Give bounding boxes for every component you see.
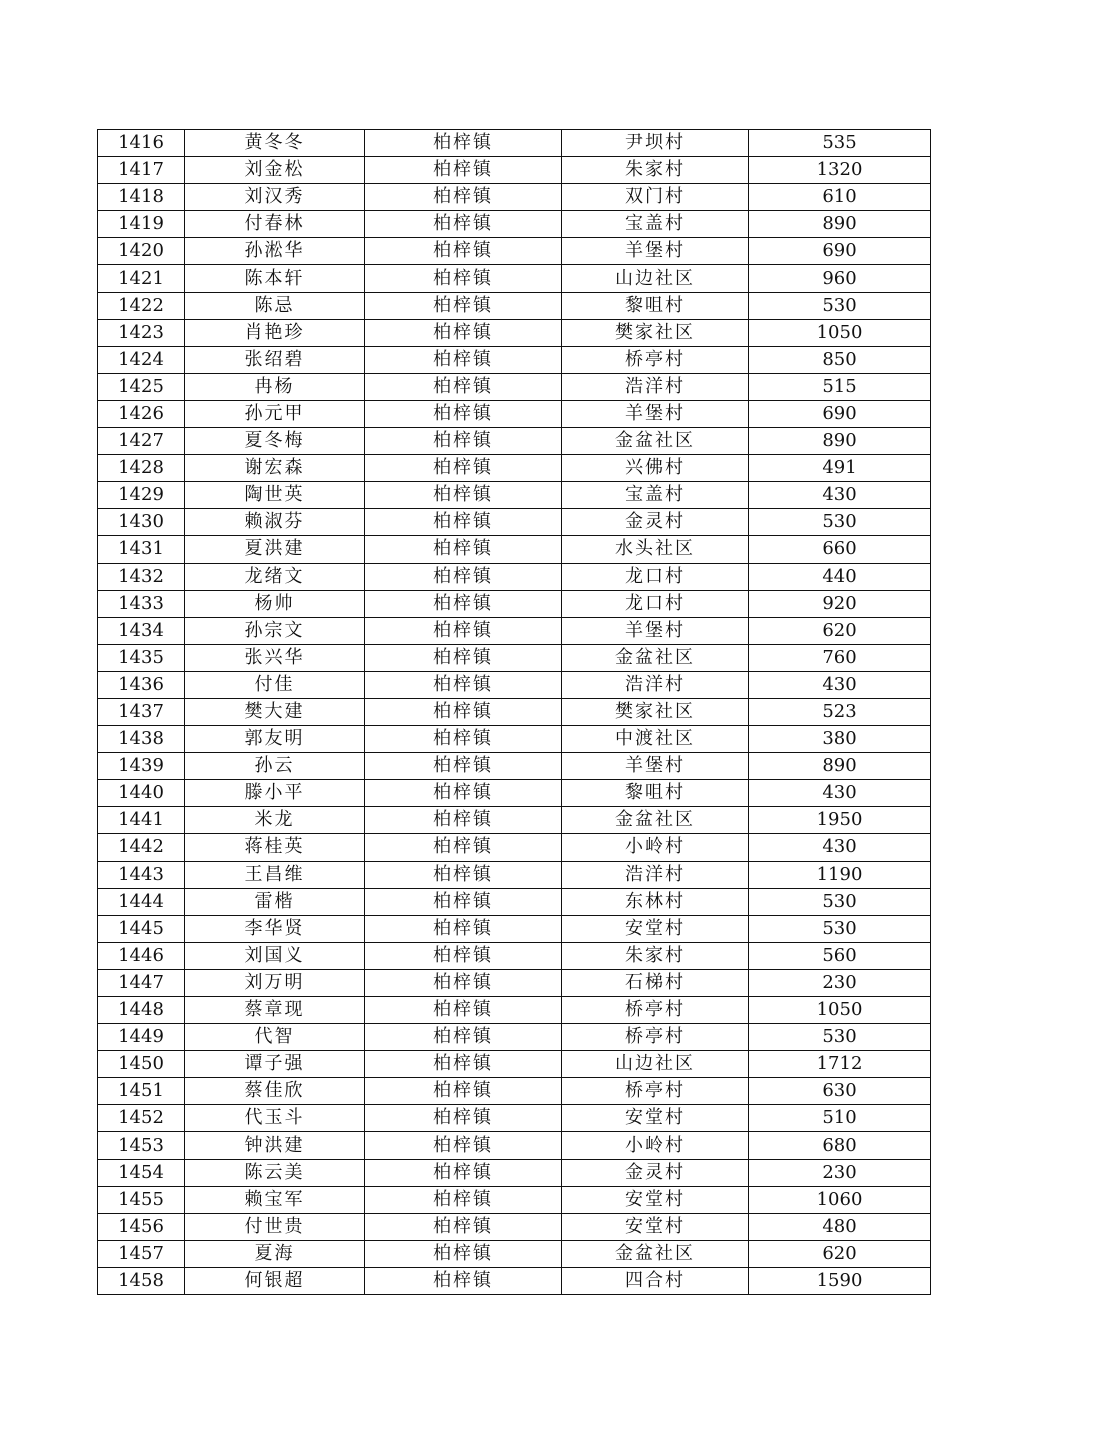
table-row — [98, 726, 931, 753]
cell-id: 1416 — [98, 130, 185, 157]
cell-amount: 480 — [749, 1213, 931, 1240]
cell-village: 朱家村 — [562, 942, 749, 969]
cell-town: 柏梓镇 — [365, 1213, 562, 1240]
cell-id: 1455 — [98, 1186, 185, 1213]
cell-name: 肖艳珍 — [185, 319, 365, 346]
cell-amount: 230 — [749, 969, 931, 996]
cell-amount: 620 — [749, 617, 931, 644]
roster-table — [97, 129, 931, 1295]
cell-town: 柏梓镇 — [365, 373, 562, 400]
cell-amount: 1712 — [749, 1051, 931, 1078]
cell-name: 张兴华 — [185, 644, 365, 671]
cell-id: 1444 — [98, 888, 185, 915]
table-row — [98, 861, 931, 888]
cell-amount: 530 — [749, 1024, 931, 1051]
table-row — [98, 157, 931, 184]
cell-name: 蔡章现 — [185, 997, 365, 1024]
cell-name: 樊大建 — [185, 698, 365, 725]
table-body — [98, 130, 931, 1295]
table-row — [98, 292, 931, 319]
table-row — [98, 563, 931, 590]
cell-village: 浩洋村 — [562, 671, 749, 698]
cell-name: 孙元甲 — [185, 400, 365, 427]
cell-village: 尹坝村 — [562, 130, 749, 157]
cell-town: 柏梓镇 — [365, 482, 562, 509]
cell-id: 1427 — [98, 428, 185, 455]
table-row — [98, 1051, 931, 1078]
cell-name: 夏海 — [185, 1240, 365, 1267]
cell-id: 1448 — [98, 997, 185, 1024]
cell-name: 何银超 — [185, 1267, 365, 1294]
cell-village: 金盆社区 — [562, 428, 749, 455]
cell-village: 桥亭村 — [562, 1078, 749, 1105]
cell-town: 柏梓镇 — [365, 1240, 562, 1267]
table-row — [98, 753, 931, 780]
table-row — [98, 671, 931, 698]
cell-village: 小岭村 — [562, 1132, 749, 1159]
cell-town: 柏梓镇 — [365, 1024, 562, 1051]
cell-amount: 510 — [749, 1105, 931, 1132]
cell-id: 1426 — [98, 400, 185, 427]
cell-town: 柏梓镇 — [365, 726, 562, 753]
cell-town: 柏梓镇 — [365, 617, 562, 644]
cell-town: 柏梓镇 — [365, 1267, 562, 1294]
cell-name: 杨帅 — [185, 590, 365, 617]
cell-town: 柏梓镇 — [365, 753, 562, 780]
cell-name: 陈云美 — [185, 1159, 365, 1186]
cell-village: 金盆社区 — [562, 1240, 749, 1267]
cell-id: 1435 — [98, 644, 185, 671]
table-row — [98, 1105, 931, 1132]
cell-village: 安堂村 — [562, 1186, 749, 1213]
cell-town: 柏梓镇 — [365, 942, 562, 969]
cell-amount: 850 — [749, 346, 931, 373]
cell-amount: 430 — [749, 671, 931, 698]
cell-id: 1419 — [98, 211, 185, 238]
cell-amount: 920 — [749, 590, 931, 617]
cell-name: 付春林 — [185, 211, 365, 238]
cell-village: 宝盖村 — [562, 482, 749, 509]
cell-amount: 430 — [749, 834, 931, 861]
cell-id: 1453 — [98, 1132, 185, 1159]
cell-name: 刘万明 — [185, 969, 365, 996]
cell-id: 1451 — [98, 1078, 185, 1105]
cell-town: 柏梓镇 — [365, 265, 562, 292]
cell-village: 石梯村 — [562, 969, 749, 996]
cell-town: 柏梓镇 — [365, 969, 562, 996]
cell-name: 赖淑芬 — [185, 509, 365, 536]
cell-name: 刘汉秀 — [185, 184, 365, 211]
cell-town: 柏梓镇 — [365, 915, 562, 942]
cell-amount: 1950 — [749, 807, 931, 834]
cell-id: 1422 — [98, 292, 185, 319]
cell-id: 1420 — [98, 238, 185, 265]
cell-town: 柏梓镇 — [365, 400, 562, 427]
cell-amount: 760 — [749, 644, 931, 671]
cell-town: 柏梓镇 — [365, 211, 562, 238]
cell-village: 羊堡村 — [562, 617, 749, 644]
cell-name: 谢宏森 — [185, 455, 365, 482]
cell-id: 1424 — [98, 346, 185, 373]
cell-village: 桥亭村 — [562, 1024, 749, 1051]
cell-town: 柏梓镇 — [365, 428, 562, 455]
cell-amount: 610 — [749, 184, 931, 211]
cell-village: 东林村 — [562, 888, 749, 915]
cell-town: 柏梓镇 — [365, 698, 562, 725]
table-row — [98, 698, 931, 725]
cell-amount: 690 — [749, 238, 931, 265]
cell-id: 1456 — [98, 1213, 185, 1240]
cell-id: 1431 — [98, 536, 185, 563]
cell-id: 1436 — [98, 671, 185, 698]
table-row — [98, 644, 931, 671]
cell-town: 柏梓镇 — [365, 1051, 562, 1078]
cell-amount: 660 — [749, 536, 931, 563]
cell-name: 刘金松 — [185, 157, 365, 184]
cell-amount: 890 — [749, 211, 931, 238]
cell-id: 1434 — [98, 617, 185, 644]
cell-name: 钟洪建 — [185, 1132, 365, 1159]
cell-town: 柏梓镇 — [365, 455, 562, 482]
cell-amount: 1060 — [749, 1186, 931, 1213]
cell-village: 金盆社区 — [562, 644, 749, 671]
table-row — [98, 590, 931, 617]
cell-id: 1429 — [98, 482, 185, 509]
cell-id: 1457 — [98, 1240, 185, 1267]
cell-town: 柏梓镇 — [365, 1186, 562, 1213]
cell-name: 张绍碧 — [185, 346, 365, 373]
cell-town: 柏梓镇 — [365, 780, 562, 807]
cell-amount: 230 — [749, 1159, 931, 1186]
cell-id: 1443 — [98, 861, 185, 888]
cell-town: 柏梓镇 — [365, 644, 562, 671]
cell-village: 桥亭村 — [562, 346, 749, 373]
cell-town: 柏梓镇 — [365, 861, 562, 888]
cell-name: 李华贤 — [185, 915, 365, 942]
cell-amount: 380 — [749, 726, 931, 753]
cell-village: 桥亭村 — [562, 997, 749, 1024]
cell-name: 刘国义 — [185, 942, 365, 969]
cell-id: 1454 — [98, 1159, 185, 1186]
cell-name: 夏冬梅 — [185, 428, 365, 455]
cell-village: 山边社区 — [562, 1051, 749, 1078]
cell-village: 朱家村 — [562, 157, 749, 184]
cell-name: 滕小平 — [185, 780, 365, 807]
cell-village: 小岭村 — [562, 834, 749, 861]
cell-town: 柏梓镇 — [365, 888, 562, 915]
cell-town: 柏梓镇 — [365, 157, 562, 184]
cell-name: 雷楷 — [185, 888, 365, 915]
cell-name: 代玉斗 — [185, 1105, 365, 1132]
cell-id: 1438 — [98, 726, 185, 753]
cell-village: 宝盖村 — [562, 211, 749, 238]
table-row — [98, 184, 931, 211]
cell-amount: 535 — [749, 130, 931, 157]
table-row — [98, 346, 931, 373]
cell-town: 柏梓镇 — [365, 1132, 562, 1159]
table-row — [98, 997, 931, 1024]
cell-id: 1432 — [98, 563, 185, 590]
cell-amount: 430 — [749, 482, 931, 509]
cell-village: 浩洋村 — [562, 861, 749, 888]
cell-id: 1440 — [98, 780, 185, 807]
cell-name: 蔡佳欣 — [185, 1078, 365, 1105]
cell-village: 金盆社区 — [562, 807, 749, 834]
cell-amount: 630 — [749, 1078, 931, 1105]
cell-name: 米龙 — [185, 807, 365, 834]
table-row — [98, 617, 931, 644]
cell-id: 1417 — [98, 157, 185, 184]
cell-amount: 530 — [749, 888, 931, 915]
cell-town: 柏梓镇 — [365, 184, 562, 211]
cell-amount: 1320 — [749, 157, 931, 184]
cell-name: 陈本轩 — [185, 265, 365, 292]
table-row — [98, 536, 931, 563]
cell-village: 龙口村 — [562, 590, 749, 617]
cell-village: 黎咀村 — [562, 780, 749, 807]
table-row — [98, 1186, 931, 1213]
cell-village: 樊家社区 — [562, 698, 749, 725]
cell-amount: 430 — [749, 780, 931, 807]
cell-amount: 890 — [749, 428, 931, 455]
table-row — [98, 1240, 931, 1267]
cell-village: 金灵村 — [562, 509, 749, 536]
cell-town: 柏梓镇 — [365, 238, 562, 265]
cell-name: 夏洪建 — [185, 536, 365, 563]
cell-id: 1437 — [98, 698, 185, 725]
cell-amount: 620 — [749, 1240, 931, 1267]
cell-village: 樊家社区 — [562, 319, 749, 346]
cell-amount: 890 — [749, 753, 931, 780]
cell-amount: 680 — [749, 1132, 931, 1159]
cell-amount: 530 — [749, 915, 931, 942]
table-row — [98, 1159, 931, 1186]
cell-name: 付佳 — [185, 671, 365, 698]
cell-name: 陶世英 — [185, 482, 365, 509]
cell-village: 安堂村 — [562, 1105, 749, 1132]
cell-amount: 530 — [749, 292, 931, 319]
table-row — [98, 265, 931, 292]
cell-village: 中渡社区 — [562, 726, 749, 753]
cell-name: 赖宝军 — [185, 1186, 365, 1213]
cell-village: 羊堡村 — [562, 400, 749, 427]
cell-amount: 1050 — [749, 997, 931, 1024]
table-row — [98, 455, 931, 482]
cell-name: 代智 — [185, 1024, 365, 1051]
cell-id: 1447 — [98, 969, 185, 996]
cell-town: 柏梓镇 — [365, 536, 562, 563]
cell-village: 双门村 — [562, 184, 749, 211]
table-row — [98, 1267, 931, 1294]
cell-village: 安堂村 — [562, 1213, 749, 1240]
cell-town: 柏梓镇 — [365, 509, 562, 536]
cell-amount: 515 — [749, 373, 931, 400]
table-row — [98, 888, 931, 915]
cell-village: 龙口村 — [562, 563, 749, 590]
cell-village: 金灵村 — [562, 1159, 749, 1186]
table-row — [98, 130, 931, 157]
table-row — [98, 1024, 931, 1051]
cell-town: 柏梓镇 — [365, 292, 562, 319]
cell-village: 羊堡村 — [562, 753, 749, 780]
table-row — [98, 1132, 931, 1159]
cell-name: 孙淞华 — [185, 238, 365, 265]
cell-village: 安堂村 — [562, 915, 749, 942]
cell-town: 柏梓镇 — [365, 346, 562, 373]
cell-name: 龙绪文 — [185, 563, 365, 590]
cell-id: 1441 — [98, 807, 185, 834]
cell-id: 1450 — [98, 1051, 185, 1078]
table-row — [98, 400, 931, 427]
table-row — [98, 969, 931, 996]
cell-amount: 523 — [749, 698, 931, 725]
cell-id: 1433 — [98, 590, 185, 617]
cell-village: 羊堡村 — [562, 238, 749, 265]
cell-amount: 560 — [749, 942, 931, 969]
cell-town: 柏梓镇 — [365, 1159, 562, 1186]
cell-name: 孙宗文 — [185, 617, 365, 644]
cell-town: 柏梓镇 — [365, 997, 562, 1024]
cell-id: 1418 — [98, 184, 185, 211]
cell-name: 郭友明 — [185, 726, 365, 753]
table-row — [98, 915, 931, 942]
table-row — [98, 509, 931, 536]
cell-town: 柏梓镇 — [365, 319, 562, 346]
table-row — [98, 319, 931, 346]
cell-village: 浩洋村 — [562, 373, 749, 400]
cell-amount: 491 — [749, 455, 931, 482]
cell-id: 1442 — [98, 834, 185, 861]
cell-amount: 1050 — [749, 319, 931, 346]
cell-name: 孙云 — [185, 753, 365, 780]
cell-id: 1452 — [98, 1105, 185, 1132]
cell-town: 柏梓镇 — [365, 590, 562, 617]
cell-id: 1428 — [98, 455, 185, 482]
table-row — [98, 238, 931, 265]
cell-town: 柏梓镇 — [365, 1105, 562, 1132]
cell-id: 1425 — [98, 373, 185, 400]
table-row — [98, 807, 931, 834]
cell-village: 兴佛村 — [562, 455, 749, 482]
cell-id: 1421 — [98, 265, 185, 292]
cell-name: 陈忌 — [185, 292, 365, 319]
cell-name: 黄冬冬 — [185, 130, 365, 157]
cell-village: 黎咀村 — [562, 292, 749, 319]
table-row — [98, 942, 931, 969]
cell-town: 柏梓镇 — [365, 1078, 562, 1105]
cell-id: 1430 — [98, 509, 185, 536]
cell-id: 1439 — [98, 753, 185, 780]
table-row — [98, 1213, 931, 1240]
cell-village: 水头社区 — [562, 536, 749, 563]
cell-town: 柏梓镇 — [365, 807, 562, 834]
cell-id: 1423 — [98, 319, 185, 346]
cell-name: 冉杨 — [185, 373, 365, 400]
cell-amount: 530 — [749, 509, 931, 536]
cell-id: 1445 — [98, 915, 185, 942]
table-row — [98, 1078, 931, 1105]
table-row — [98, 834, 931, 861]
cell-id: 1449 — [98, 1024, 185, 1051]
cell-amount: 960 — [749, 265, 931, 292]
cell-village: 四合村 — [562, 1267, 749, 1294]
cell-amount: 1590 — [749, 1267, 931, 1294]
cell-town: 柏梓镇 — [365, 563, 562, 590]
cell-name: 王昌维 — [185, 861, 365, 888]
cell-town: 柏梓镇 — [365, 130, 562, 157]
cell-town: 柏梓镇 — [365, 671, 562, 698]
cell-id: 1446 — [98, 942, 185, 969]
cell-village: 山边社区 — [562, 265, 749, 292]
cell-town: 柏梓镇 — [365, 834, 562, 861]
cell-name: 付世贵 — [185, 1213, 365, 1240]
cell-id: 1458 — [98, 1267, 185, 1294]
cell-amount: 690 — [749, 400, 931, 427]
table-row — [98, 780, 931, 807]
table-row — [98, 211, 931, 238]
table-row — [98, 428, 931, 455]
table-row — [98, 482, 931, 509]
cell-amount: 440 — [749, 563, 931, 590]
cell-amount: 1190 — [749, 861, 931, 888]
cell-name: 谭子强 — [185, 1051, 365, 1078]
table-row — [98, 373, 931, 400]
cell-name: 蒋桂英 — [185, 834, 365, 861]
